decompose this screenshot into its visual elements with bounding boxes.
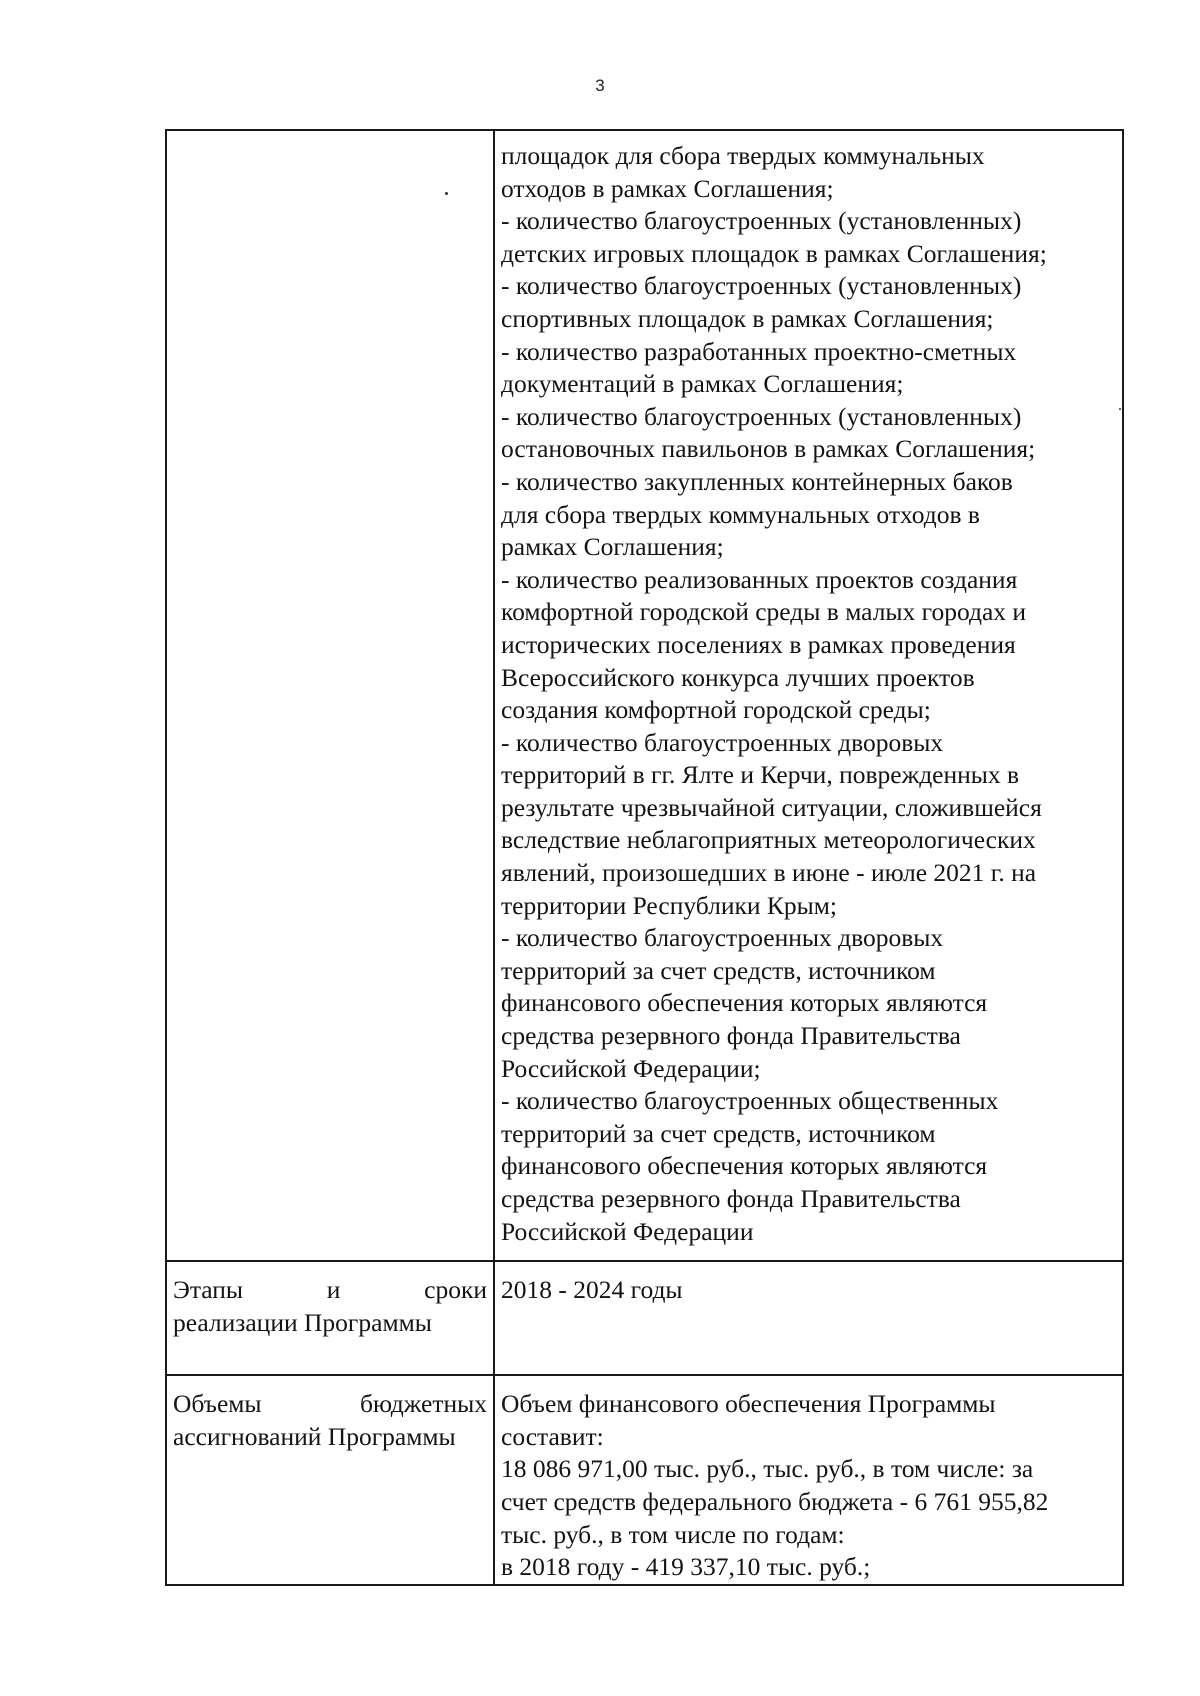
text-line: в 2018 году - 419 337,10 тыс. руб.; — [501, 1552, 871, 1582]
text-line: Российской Федерации; — [501, 1053, 761, 1083]
text-line: территорий за счет средств, источником — [501, 1118, 936, 1148]
text-line: - количество разработанных проектно-сметных — [501, 336, 1017, 366]
budget-value-text — [501, 1388, 1118, 1584]
text-line: Объем финансового обеспечения Программы — [501, 1389, 996, 1419]
stages-label-cell — [166, 1261, 494, 1375]
text-line: явлений, произошедших в июне - июле 2021 г. на — [501, 858, 1037, 888]
text-line: остановочных павильонов в рамках Соглашения; — [501, 434, 1036, 464]
table-row-stages — [166, 1261, 1123, 1375]
text-line: тыс. руб., в том числе по годам: — [501, 1519, 845, 1549]
stages-label-line-1: Этапы и сроки — [173, 1275, 487, 1305]
text-line: территорий за счет средств, источником — [501, 955, 936, 985]
text-line: создания комфортной городской среды; — [501, 695, 931, 725]
stages-value-cell — [494, 1261, 1123, 1375]
page-number: 3 — [595, 76, 605, 95]
text-line: территории Республики Крым; — [501, 890, 837, 920]
text-line: - количество закупленных контейнерных баков — [501, 466, 1013, 496]
text-line: исторических поселениях в рамках проведения — [501, 629, 1016, 659]
text-line: результате чрезвычайной ситуации, сложившейся — [501, 792, 1042, 822]
text-line: финансового обеспечения которых являются — [501, 1151, 988, 1181]
text-line: детских игровых площадок в рамках Соглашения; — [501, 238, 1047, 268]
text-line: документаций в рамках Соглашения; — [501, 369, 904, 399]
budget-label-line-2: ассигнований Программы — [173, 1421, 456, 1451]
text-line: - количество благоустроенных дворовых — [501, 923, 944, 953]
text-line: - количество благоустроенных (установленных) — [501, 271, 1022, 301]
text-line: - количество реализованных проектов создания — [501, 564, 1018, 594]
stages-label-line-2: реализации Программы — [173, 1307, 432, 1337]
text-line: счет средств федерального бюджета - 6 761 955,82 — [501, 1486, 1049, 1516]
text-line: отходов в рамках Соглашения; — [501, 173, 834, 203]
text-line: - количество благоустроенных (установленных) — [501, 206, 1022, 236]
text-line: рамках Соглашения; — [501, 532, 724, 562]
text-line: комфортной городской среды в малых городах и — [501, 597, 1027, 627]
text-line: - количество благоустроенных общественных — [501, 1086, 999, 1116]
program-passport-table — [165, 129, 1124, 1586]
budget-value-cell — [494, 1375, 1123, 1585]
text-line: 18 086 971,00 тыс. руб., тыс. руб., в том числе: за — [501, 1454, 1034, 1484]
text-line: Всероссийского конкурса лучших проектов — [501, 662, 975, 692]
text-line: финансового обеспечения которых являются — [501, 988, 988, 1018]
text-line: средства резервного фонда Правительства — [501, 1021, 961, 1051]
text-line: вследствие неблагоприятных метеорологических — [501, 825, 1036, 855]
text-line: средства резервного фонда Правительства — [501, 1184, 961, 1213]
table-row-budget — [166, 1375, 1123, 1585]
table-row-indicators — [166, 130, 1123, 1261]
text-line: - количество благоустроенных дворовых — [501, 727, 944, 757]
indicators-value-text — [501, 140, 1118, 1248]
budget-label-cell — [166, 1375, 494, 1585]
text-line: составит: — [501, 1421, 604, 1451]
stages-value: 2018 - 2024 годы — [501, 1275, 683, 1305]
indicators-label-cell — [166, 130, 494, 1261]
text-line: спортивных площадок в рамках Соглашения; — [501, 303, 994, 333]
text-line: - количество благоустроенных (установленных) — [501, 401, 1022, 431]
budget-label-line-1: Объемы бюджетных — [173, 1389, 487, 1419]
text-line: для сбора твердых коммунальных отходов в — [501, 499, 980, 529]
text-line: Российской Федерации — [501, 1216, 754, 1246]
text-line: площадок для сбора твердых коммунальных — [501, 141, 985, 170]
text-line: территорий в гг. Ялте и Керчи, поврежденных в — [501, 760, 1020, 790]
indicators-value-cell — [494, 130, 1123, 1261]
